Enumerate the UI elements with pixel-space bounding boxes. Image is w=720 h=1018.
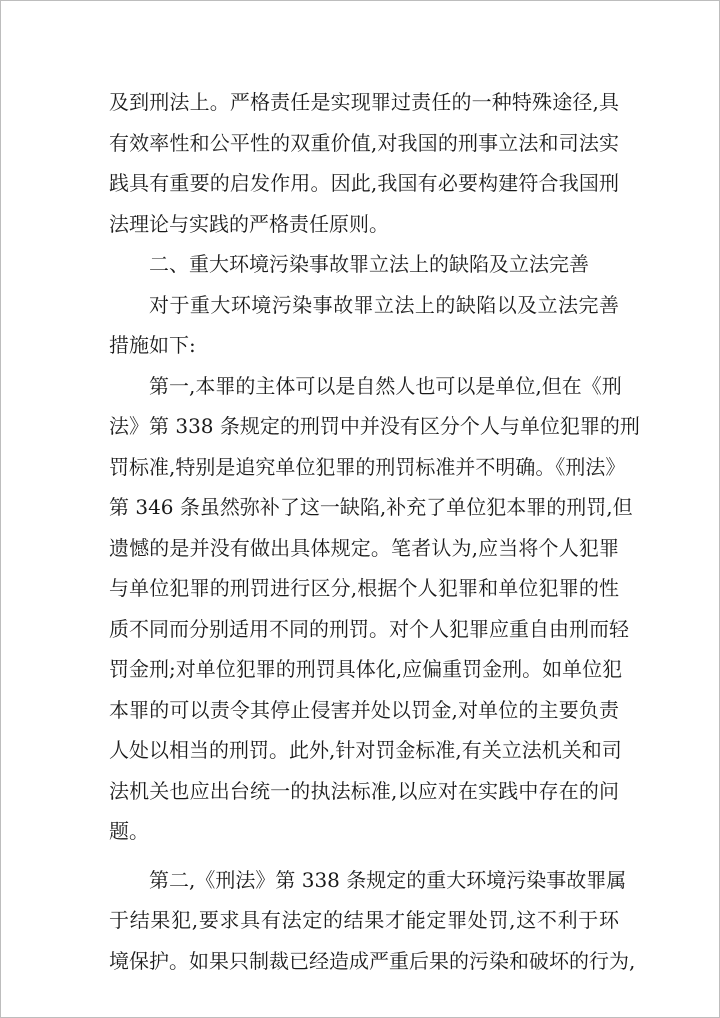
paragraph-line: 及到刑法上。严格责任是实现罪过责任的一种特殊途径,具 [109,90,619,114]
paragraph-line: 第一,本罪的主体可以是自然人也可以是单位,但在《刑 [149,373,622,398]
paragraph-line: 对于重大环境污染事故罪立法上的缺陷以及立法完善 [149,292,619,317]
paragraph-line: 人处以相当的刑罚。此外,针对罚金标准,有关立法机关和司 [109,738,622,762]
paragraph-line: 遗憾的是并没有做出具体规定。笔者认为,应当将个人犯罪 [109,535,619,560]
paragraph-line: 与单位犯罪的刑罚进行区分,根据个人犯罪和单位犯罪的性 [109,576,619,600]
paragraph-line: 质不同而分别适用不同的刑罚。对个人犯罪应重自由刑而轻 [109,616,629,641]
paragraph-line: 第二,《刑法》第 338 条规定的重大环境污染事故罪属 [149,867,627,892]
paragraph-line: 措施如下: [109,333,196,357]
paragraph-line: 践具有重要的启发作用。因此,我国有必要构建符合我国刑 [109,171,619,195]
paragraph-line: 境保护。如果只制裁已经造成严重后果的污染和破坏的行为, [109,948,636,973]
paragraph-line: 法》第 338 条规定的刑罚中并没有区分个人与单位犯罪的刑 [109,414,640,438]
section-heading: 二、重大环境污染事故罪立法上的缺陷及立法完善 [149,252,589,276]
paragraph-line: 第 346 条虽然弥补了这一缺陷,补充了单位犯本罪的刑罚,但 [109,495,633,519]
paragraph-line: 有效率性和公平性的双重价值,对我国的刑事立法和司法实 [109,130,619,155]
body-text [109,82,640,981]
paragraph-line: 题。 [109,819,149,843]
paragraph-line: 法理论与实践的严格责任原则。 [109,211,389,236]
paragraph-line: 罚标准,特别是追究单位犯罪的刑罚标准并不明确。《刑法》 [109,454,626,479]
paragraph-line: 本罪的可以责令其停止侵害并处以罚金,对单位的主要负责 [109,697,619,722]
paragraph-gap [109,852,619,860]
paragraph-line: 罚金刑;对单位犯罪的刑罚具体化,应偏重罚金刑。如单位犯 [109,657,623,681]
paragraph-line: 法机关也应出台统一的执法标准,以应对在实践中存在的问 [109,778,619,803]
paragraph-line: 于结果犯,要求具有法定的结果才能定罪处罚,这不利于环 [109,908,619,932]
